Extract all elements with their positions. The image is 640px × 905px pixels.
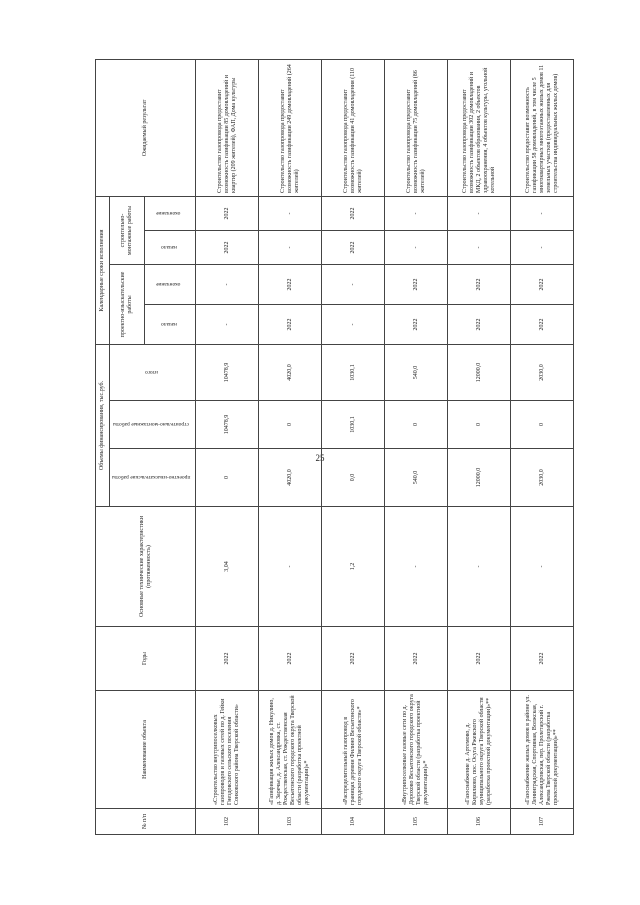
cell-cs: - xyxy=(385,230,448,264)
cell-de: 2022 xyxy=(448,264,511,304)
header-deadlines: Календарные сроки исполнения xyxy=(96,196,110,344)
cell-ce: 2022 xyxy=(322,196,385,230)
cell-ds: 2022 xyxy=(448,304,511,344)
cell-ds: 2022 xyxy=(511,304,574,344)
cell-construction: 1030,1 xyxy=(322,401,385,449)
cell-design: 0,0 xyxy=(322,449,385,507)
table-row xyxy=(511,59,574,834)
header-name: Наименование объекта xyxy=(96,691,196,809)
cell-num: 107 xyxy=(511,809,574,835)
cell-years: 2022 xyxy=(385,627,448,691)
cell-spec: 3,04 xyxy=(196,507,259,627)
table-row xyxy=(322,59,385,834)
cell-ds: - xyxy=(322,304,385,344)
cell-name: «Строительство внутрипоселковых газопроводов и газовых сетей по д. Гейки Гнездовского сельского поселения Сонковского района Тверской области» xyxy=(196,691,259,809)
cell-result: Строительство газопровода предоставит возможность газификации 249 домовладений (264 жителей) xyxy=(259,59,322,196)
cell-years: 2022 xyxy=(259,627,322,691)
rotated-table-wrapper xyxy=(95,60,559,835)
cell-construction: 10478,9 xyxy=(196,401,259,449)
cell-total: 2030,0 xyxy=(511,344,574,400)
cell-design: 0 xyxy=(196,449,259,507)
cell-de: 2022 xyxy=(259,264,322,304)
cell-cs: 2022 xyxy=(196,230,259,264)
cell-num: 102 xyxy=(196,809,259,835)
cell-construction: 0 xyxy=(448,401,511,449)
cell-num: 103 xyxy=(259,809,322,835)
cell-design: 4020,0 xyxy=(259,449,322,507)
header-years: Годы xyxy=(96,627,196,691)
cell-construction: 0 xyxy=(259,401,322,449)
cell-construction: 0 xyxy=(511,401,574,449)
cell-years: 2022 xyxy=(448,627,511,691)
cell-result: Строительство газопровода предоставит возможность газификации 75 домовладений (86 жителей) xyxy=(385,59,448,196)
cell-cs: - xyxy=(448,230,511,264)
header-construction-start: начало xyxy=(144,230,195,264)
cell-years: 2022 xyxy=(322,627,385,691)
table-row xyxy=(385,59,448,834)
header-design-end: окончание xyxy=(144,264,195,304)
cell-num: 106 xyxy=(448,809,511,835)
header-design-work: проектно-изыскательские работы xyxy=(110,264,145,344)
table-row xyxy=(448,59,511,834)
cell-result: Строительство предоставит возможность газификации 58 домовладений, в том числе 5 многоквартирных многоэтажных жилых домов 11 земельных участков (предоставленных для строительства индивидуальных жилых домов) xyxy=(511,59,574,196)
cell-name: «Внутрипоселковые газовые сети по д. Дорохово Весьегонского городского округа Тверской области (разработка проектной документации)»* xyxy=(385,691,448,809)
cell-result: Строительство газопровода предоставит возможность газификации 302 домовладений и МКД, 2 объектов образования, 2 объектов здравоохранения, 4 объектов культуры, угольной котельной xyxy=(448,59,511,196)
cell-ce: - xyxy=(448,196,511,230)
cell-spec: - xyxy=(259,507,322,627)
cell-num: 105 xyxy=(385,809,448,835)
objects-table xyxy=(95,59,574,835)
cell-spec: 1,2 xyxy=(322,507,385,627)
cell-design: 540,0 xyxy=(385,449,448,507)
cell-spec: - xyxy=(448,507,511,627)
cell-ce: - xyxy=(511,196,574,230)
cell-result: Строительство газопровода предоставит возможность газификации 41 домовладения (110 жителей) xyxy=(322,59,385,196)
header-financing: Объемы финансирования, тыс.руб. xyxy=(96,344,110,506)
header-fin-total: итого xyxy=(110,344,196,400)
cell-total: 10478,9 xyxy=(196,344,259,400)
cell-total: 4020,0 xyxy=(259,344,322,400)
cell-years: 2022 xyxy=(511,627,574,691)
cell-ds: 2022 xyxy=(259,304,322,344)
cell-de: - xyxy=(322,264,385,304)
cell-name: «Газоснабжение д. Артемово, д. Кирилково, пос. Осуга Ржевского муниципального округа Тверской области (разработка проектной документации)»** xyxy=(448,691,511,809)
cell-construction: 0 xyxy=(385,401,448,449)
cell-design: 12000,0 xyxy=(448,449,511,507)
cell-num: 104 xyxy=(322,809,385,835)
cell-total: 12000,0 xyxy=(448,344,511,400)
cell-years: 2022 xyxy=(196,627,259,691)
cell-cs: - xyxy=(511,230,574,264)
cell-total: 540,0 xyxy=(385,344,448,400)
cell-spec: - xyxy=(511,507,574,627)
cell-name: «Распределительный газопровод в границах деревни Филино Весьегонского городского округа Тверской области»* xyxy=(322,691,385,809)
page-number: 25 xyxy=(315,453,325,463)
cell-ds: - xyxy=(196,304,259,344)
cell-spec: - xyxy=(385,507,448,627)
cell-name: «Газификация жилых домов д. Никулино, д. Заречье, д. Александровка, ст. Рождественская, ст. Рождественская Весьегонского городского округа Тверской области (разработка проектной документации)»* xyxy=(259,691,322,809)
cell-de: - xyxy=(196,264,259,304)
cell-cs: - xyxy=(259,230,322,264)
header-construction-work: строительно-монтажные работы xyxy=(110,196,145,264)
header-num: № п/п xyxy=(96,809,196,835)
cell-ce: - xyxy=(385,196,448,230)
cell-cs: 2022 xyxy=(322,230,385,264)
header-fin-design: проектно-изыскательские работы xyxy=(110,449,196,507)
header-result: Ожидаемый результат xyxy=(96,59,196,196)
header-fin-construction: строительно-монтажные работы xyxy=(110,401,196,449)
cell-ce: - xyxy=(259,196,322,230)
table-row xyxy=(259,59,322,834)
cell-total: 1030,1 xyxy=(322,344,385,400)
cell-result: Строительство газопровода предоставит возможность газификации 85 домовладений и квартир (209 жителей), ФАП, Дома культуры xyxy=(196,59,259,196)
cell-ds: 2022 xyxy=(385,304,448,344)
header-specs: Основные технические характеристики (протяженность) xyxy=(96,507,196,627)
cell-design: 2030,0 xyxy=(511,449,574,507)
table-row xyxy=(196,59,259,834)
cell-de: 2022 xyxy=(385,264,448,304)
cell-ce: 2022 xyxy=(196,196,259,230)
header-construction-end: окончание xyxy=(144,196,195,230)
cell-name: «Газоснабжение жилых домов в районе ул. Ленинградская, Спортивная, Волжская, Александровская, пер. Пролетарский г. Ржева Тверской области (разработка проектной документации)»** xyxy=(511,691,574,809)
header-design-start: начало xyxy=(144,304,195,344)
cell-de: 2022 xyxy=(511,264,574,304)
